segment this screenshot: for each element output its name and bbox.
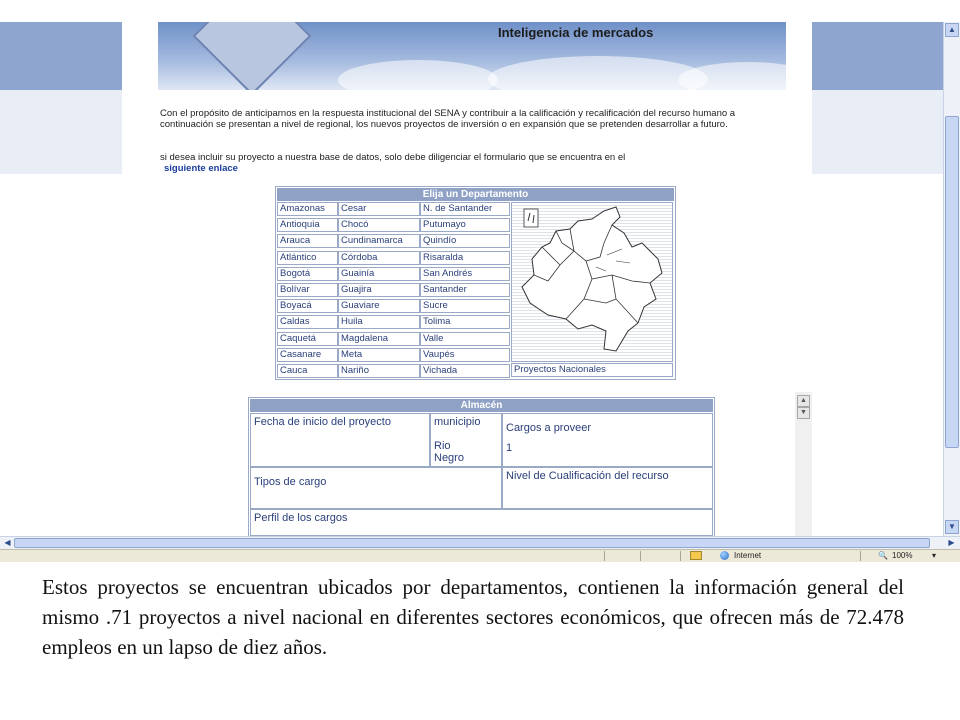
start-date-cell [250, 413, 430, 467]
department-link[interactable]: Santander [420, 283, 510, 297]
department-table-header: Elija un Departamento [277, 188, 674, 201]
form-instruction: si desea incluir su proyecto a nuestra base de datos, solo debe diligenciar el formulario que se encuentra en el [160, 152, 626, 163]
department-link[interactable]: Caquetá [277, 332, 338, 346]
vertical-scrollbar[interactable] [943, 22, 960, 536]
department-link[interactable]: Magdalena [338, 332, 420, 346]
department-link[interactable]: Bogotá [277, 267, 338, 281]
security-zone-label: Internet [734, 551, 762, 560]
department-link[interactable]: Boyacá [277, 299, 338, 313]
department-link[interactable]: Nariño [338, 364, 420, 378]
municipio-value: Rio Negro [434, 440, 464, 464]
horizontal-scrollbar[interactable] [0, 536, 960, 549]
internet-zone-icon [720, 551, 729, 560]
department-link[interactable]: Risaralda [420, 251, 510, 265]
profile-label: Perfil de los cargos [254, 512, 348, 524]
sena-logo-icon [193, 22, 312, 90]
department-link[interactable]: Atlántico [277, 251, 338, 265]
department-link[interactable]: Guainía [338, 267, 420, 281]
department-link[interactable]: Vichada [420, 364, 510, 378]
banner-cloud [338, 60, 498, 90]
inner-scrollbar[interactable] [795, 392, 812, 536]
positions-cell [502, 413, 713, 467]
department-link[interactable]: Antioquia [277, 218, 338, 232]
horizontal-scroll-thumb[interactable] [14, 538, 930, 548]
department-link[interactable]: Quindío [420, 234, 510, 248]
department-link[interactable]: Putumayo [420, 218, 510, 232]
vertical-scroll-thumb[interactable] [945, 116, 959, 448]
department-link[interactable]: Vaupés [420, 348, 510, 362]
department-link[interactable]: Córdoba [338, 251, 420, 265]
municipio-cell [430, 413, 502, 467]
intro-paragraph: Con el propósito de anticiparnos en la respuesta institucional del SENA y contribuir a la calificación y recalificación del recurso humano a continuación se presentan a nivel de regional, los nuevos proyectos de inversión o en expansión que se pretenden desarrollar a futuro. [160, 108, 736, 130]
department-link[interactable]: Guajira [338, 283, 420, 297]
slide-caption: Estos proyectos se encuentran ubicados por departamentos, contienen la información general del mismo .71 proyectos a nivel nacional en diferentes sectores económicos, que ofrecen más de 72.478 empleos en un lapso de diez años. [42, 575, 904, 659]
scroll-right-icon[interactable]: ▶ [948, 538, 955, 547]
scroll-down-icon[interactable]: ▼ [797, 407, 810, 419]
form-link[interactable]: siguiente enlace [164, 163, 238, 174]
department-link[interactable]: Cundinamarca [338, 234, 420, 248]
department-link[interactable]: N. de Santander [420, 202, 510, 216]
department-link[interactable]: San Andrés [420, 267, 510, 281]
qualification-cell [502, 467, 713, 509]
municipio-label: municipio [434, 416, 481, 428]
banner-cloud [488, 56, 708, 90]
almacen-header: Almacén [250, 399, 713, 412]
department-link[interactable]: Arauca [277, 234, 338, 248]
scroll-left-icon[interactable]: ◀ [4, 538, 11, 547]
department-link[interactable]: Sucre [420, 299, 510, 313]
department-link[interactable]: Meta [338, 348, 420, 362]
department-link[interactable]: Tolima [420, 315, 510, 329]
scroll-up-icon[interactable]: ▲ [945, 23, 959, 37]
banner-cloud [678, 62, 786, 90]
department-link[interactable]: Huila [338, 315, 420, 329]
department-table [275, 186, 676, 380]
almacen-table [248, 397, 715, 538]
scroll-up-icon[interactable]: ▲ [797, 395, 810, 407]
status-divider [860, 551, 861, 561]
department-link[interactable]: Guaviare [338, 299, 420, 313]
colombia-map-icon [512, 203, 672, 361]
job-types-cell [250, 467, 502, 509]
department-link[interactable]: Bolívar [277, 283, 338, 297]
lock-warning-icon [690, 551, 702, 560]
department-link[interactable]: Chocó [338, 218, 420, 232]
department-link[interactable]: Caldas [277, 315, 338, 329]
status-bar [0, 549, 960, 562]
profile-cell [250, 509, 713, 536]
qualification-label: Nivel de Cualificación del recurso [506, 470, 669, 482]
national-projects-link[interactable]: Proyectos Nacionales [511, 363, 673, 377]
status-divider [640, 551, 641, 561]
web-page [122, 22, 812, 536]
job-types-label: Tipos de cargo [254, 476, 327, 488]
department-link[interactable]: Amazonas [277, 202, 338, 216]
positions-value: 1 [506, 442, 513, 454]
status-divider [680, 551, 681, 561]
positions-label: Cargos a proveer [506, 422, 591, 434]
department-link[interactable]: Cauca [277, 364, 338, 378]
department-link[interactable]: Casanare [277, 348, 338, 362]
zoom-dropdown-icon[interactable]: ▾ [932, 551, 937, 560]
status-divider [604, 551, 605, 561]
department-link[interactable]: Cesar [338, 202, 420, 216]
zoom-level[interactable]: 100% [892, 551, 913, 560]
scroll-down-icon[interactable]: ▼ [945, 520, 959, 534]
page-title: Inteligencia de mercados [498, 25, 654, 40]
page-banner [158, 22, 786, 90]
colombia-map[interactable] [511, 202, 673, 362]
department-link[interactable]: Valle [420, 332, 510, 346]
zoom-icon[interactable]: 🔍 [878, 551, 888, 560]
start-date-label: Fecha de inicio del proyecto [254, 416, 391, 428]
